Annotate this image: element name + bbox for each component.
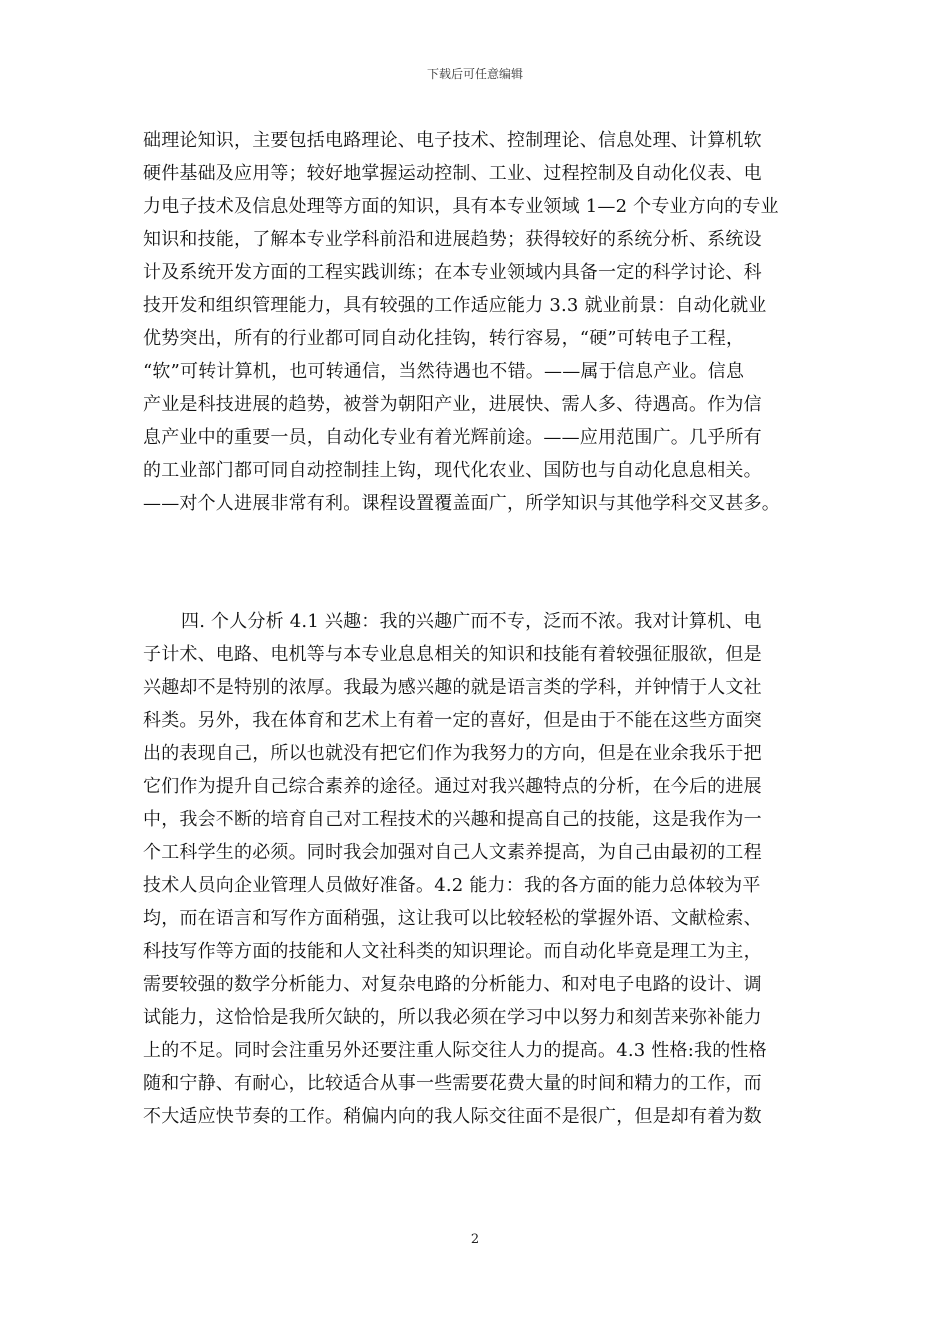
paragraph-line: 需要较强的数学分析能力、对复杂电路的分析能力、和对电子电路的设计、调 — [143, 974, 762, 995]
paragraph-2 — [143, 605, 808, 1133]
paragraph-line: 随和宁静、有耐心，比较适合从事一些需要花费大量的时间和精力的工作，而 — [143, 1073, 762, 1094]
paragraph-line: 均，而在语言和写作方面稍强，这让我可以比较轻松的掌握外语、文献检索、 — [143, 908, 762, 929]
page-number: 2 — [470, 1232, 480, 1247]
page-header: 下载后可任意编辑 — [426, 67, 523, 81]
paragraph-line: 技开发和组织管理能力，具有较强的工作适应能力 3.3 就业前景：自动化就业 — [143, 295, 767, 316]
paragraph-line: “软”可转计算机，也可转通信，当然待遇也不错。——属于信息产业。信息 — [143, 361, 745, 382]
paragraph-line: 优势突出，所有的行业都可同自动化挂钩，转行容易，“硬”可转电子工程， — [143, 328, 745, 349]
paragraph-line: 它们作为提升自己综合素养的途径。通过对我兴趣特点的分析，在今后的进展 — [143, 776, 762, 797]
paragraph-line: 兴趣却不是特别的浓厚。我最为感兴趣的就是语言类的学科，并钟情于人文社 — [143, 677, 762, 698]
paragraph-1 — [143, 124, 808, 520]
paragraph-line: 中，我会不断的培育自己对工程技术的兴趣和提高自己的技能，这是我作为一 — [143, 809, 762, 830]
paragraph-line: 的工业部门都可同自动控制挂上钩，现代化农业、国防也与自动化息息相关。 — [143, 460, 762, 481]
paragraph-line: 技术人员向企业管理人员做好准备。4.2 能力：我的各方面的能力总体较为平 — [143, 875, 761, 896]
paragraph-line: 个工科学生的必须。同时我会加强对自己人文素养提高，为自己由最初的工程 — [143, 842, 762, 863]
paragraph-line: 息产业中的重要一员，自动化专业有着光辉前途。——应用范围广。几乎所有 — [143, 427, 762, 448]
paragraph-line: 出的表现自己，所以也就没有把它们作为我努力的方向，但是在业余我乐于把 — [143, 743, 762, 764]
paragraph-line: 科技写作等方面的技能和人文社科类的知识理论。而自动化毕竟是理工为主， — [143, 941, 762, 962]
paragraph-line: 计及系统开发方面的工程实践训练；在本专业领域内具备一定的科学讨论、科 — [143, 262, 762, 283]
paragraph-line: 础理论知识，主要包括电路理论、电子技术、控制理论、信息处理、计算机软 — [143, 130, 762, 151]
paragraph-line: ——对个人进展非常有利。课程设置覆盖面广，所学知识与其他学科交叉甚多。 — [143, 493, 780, 514]
paragraph-line: 知识和技能，了解本专业学科前沿和进展趋势；获得较好的系统分析、系统设 — [143, 229, 762, 250]
paragraph-line: 硬件基础及应用等；较好地掌握运动控制、工业、过程控制及自动化仪表、电 — [143, 163, 762, 184]
paragraph-line: 产业是科技进展的趋势，被誉为朝阳产业，进展快、需人多、待遇高。作为信 — [143, 394, 762, 415]
paragraph-line: 试能力，这恰恰是我所欠缺的，所以我必须在学习中以努力和刻苦来弥补能力 — [143, 1007, 762, 1028]
paragraph-line: 子计术、电路、电机等与本专业息息相关的知识和技能有着较强征服欲，但是 — [143, 644, 762, 665]
paragraph-line: 不大适应快节奏的工作。稍偏内向的我人际交往面不是很广，但是却有着为数 — [143, 1106, 762, 1127]
paragraph-line: 科类。另外，我在体育和艺术上有着一定的喜好，但是由于不能在这些方面突 — [143, 710, 762, 731]
paragraph-line: 上的不足。同时会注重另外还要注重人际交往人力的提高。4.3 性格:我的性格 — [143, 1040, 767, 1061]
paragraph-line: 四. 个人分析 4.1 兴趣：我的兴趣广而不专，泛而不浓。我对计算机、电 — [181, 611, 762, 632]
paragraph-line: 力电子技术及信息处理等方面的知识，具有本专业领域 1—2 个专业方向的专业 — [143, 196, 779, 217]
